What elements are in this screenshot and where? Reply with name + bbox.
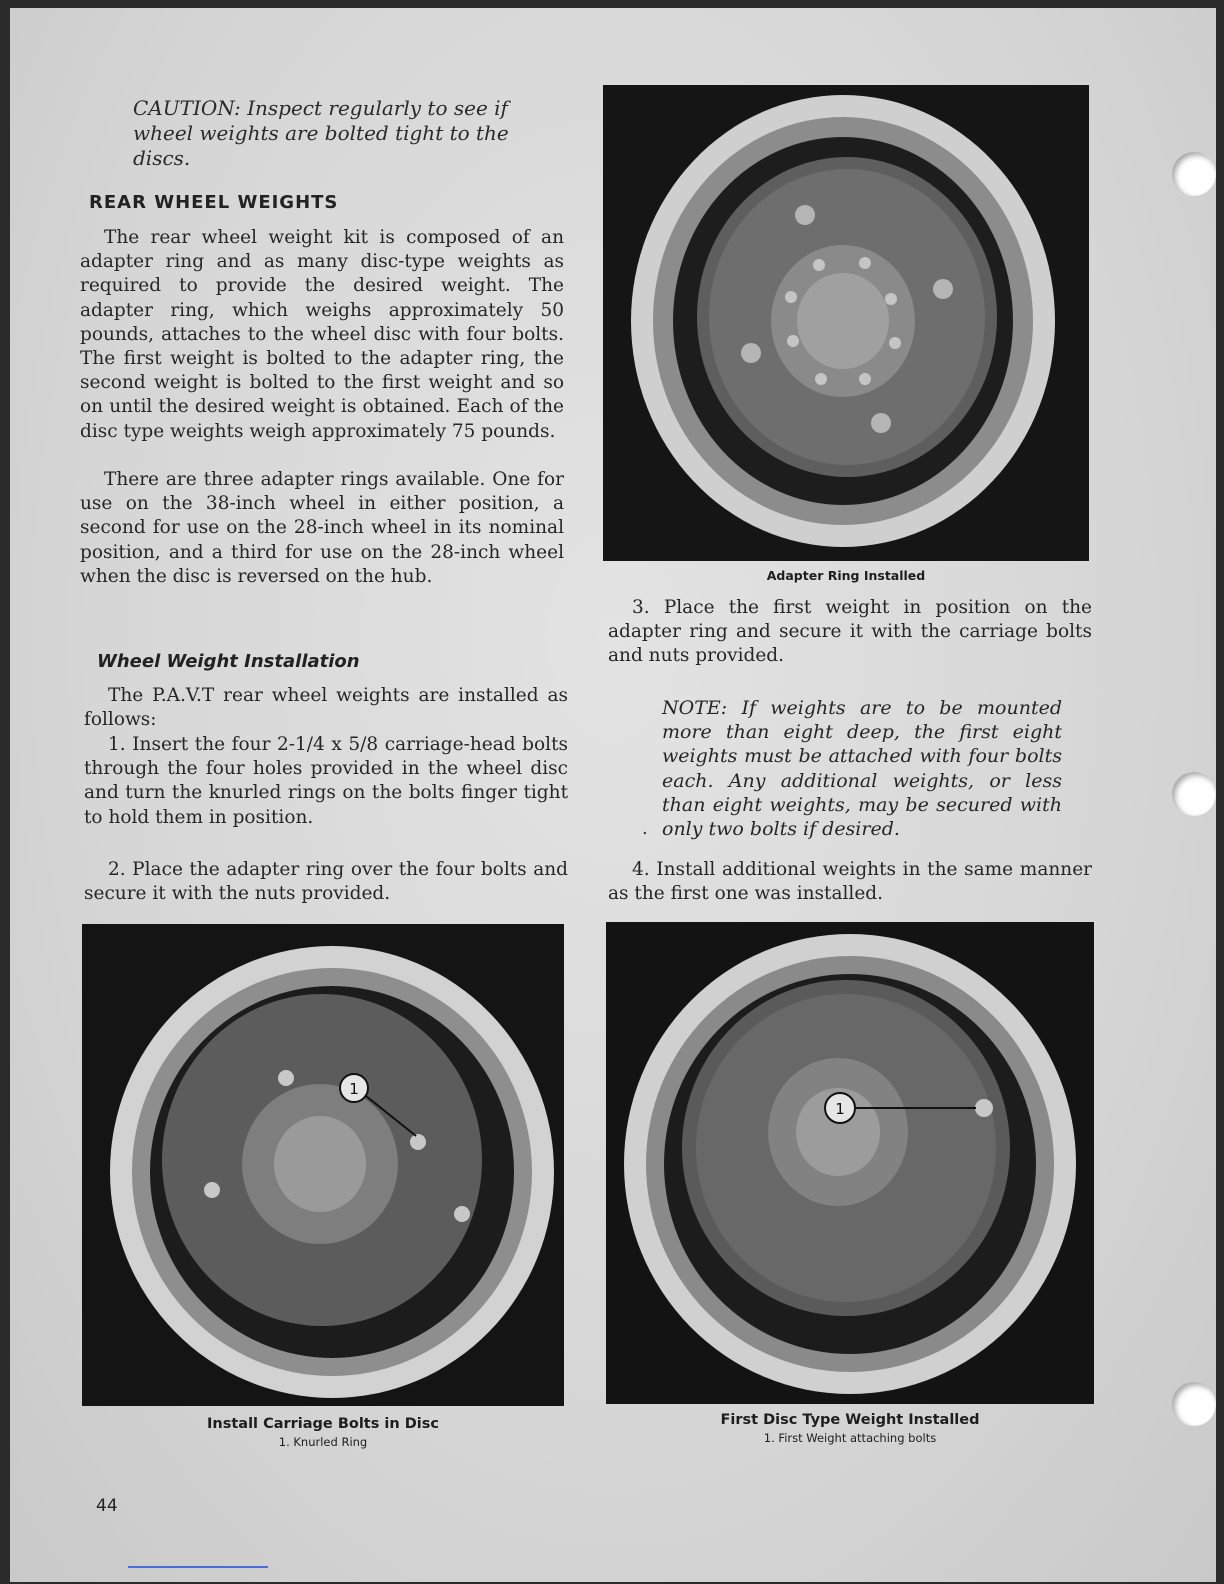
- step-1: 1. Insert the four 2-1/4 x 5/8 carriage-head bolts through the four holes provided in the wheel disc and turn the knurled rings on the bolts finger tight to hold them in position.: [84, 734, 568, 828]
- caption-callout: 1. Knurled Ring: [278, 1435, 368, 1449]
- wheel-illustration: [82, 924, 564, 1406]
- step-2: 2. Place the adapter ring over the four bolts and secure it with the nuts provided.: [84, 859, 568, 905]
- binder-hole: [1172, 152, 1216, 196]
- caption-title: Adapter Ring Installed: [766, 568, 926, 583]
- scan-edge-mark: [128, 1566, 268, 1568]
- caption-first-weight: [606, 1412, 1094, 1445]
- photo-adapter-ring: [603, 85, 1089, 561]
- paragraph-adapter-rings: There are three adapter rings available. One for use on the 38-inch wheel in either position, a second for use on the 28-inch wheel in its nominal position, and a third for use on the 28-inch wheel when the disc is reversed on the hub.: [80, 469, 564, 587]
- page-number: 44: [96, 1496, 118, 1516]
- step-4: 4. Install additional weights in the same manner as the first one was installed.: [608, 859, 1092, 905]
- subheading-installation: Wheel Weight Installation: [97, 651, 360, 672]
- step-3: 3. Place the first weight in position on the adapter ring and secure it with the carriage bolts and nuts provided.: [608, 597, 1092, 667]
- wheel-illustration: [606, 922, 1094, 1404]
- caption-title: Install Carriage Bolts in Disc: [207, 1416, 439, 1432]
- callout-marker: 1: [349, 1080, 359, 1098]
- photo-carriage-bolts: [82, 924, 564, 1406]
- paragraph-kit-description: The rear wheel weight kit is composed of an adapter ring and as many disc-type weights as required to provide the desired weight. The adapter ring, which weighs approximately 50 pounds, attaches to the wheel disc with four bolts. The first weight is bolted to the adapter ring, the second weight is bolted to the first weight and so on until the desired weight is obtained. Each of the disc type weights weigh approximately 75 pounds.: [80, 227, 564, 442]
- wheel-illustration: [603, 85, 1089, 561]
- note-bullet: .: [642, 818, 648, 839]
- photo-first-weight: [606, 922, 1094, 1404]
- caution-note: CAUTION: Inspect regularly to see if wheel weights are bolted tight to the discs.: [133, 96, 509, 170]
- caption-carriage-bolts: [82, 1416, 564, 1449]
- caption-callout: 1. First Weight attaching bolts: [763, 1431, 937, 1445]
- binder-hole: [1172, 1382, 1216, 1426]
- caption-adapter-ring: [603, 568, 1089, 583]
- paragraph-install-intro: The P.A.V.T rear wheel weights are installed as follows:: [84, 685, 568, 731]
- binder-hole: [1172, 772, 1216, 816]
- note-block: NOTE: If weights are to be mounted more than eight deep, the first eight weights must be attached with four bolts each. Any additional weights, or less than eight weights, may be secured with only two bolts if desired.: [662, 697, 1062, 841]
- section-heading: REAR WHEEL WEIGHTS: [89, 192, 339, 213]
- caption-title: First Disc Type Weight Installed: [720, 1412, 980, 1428]
- callout-marker: 1: [835, 1100, 845, 1118]
- manual-page: [10, 8, 1216, 1582]
